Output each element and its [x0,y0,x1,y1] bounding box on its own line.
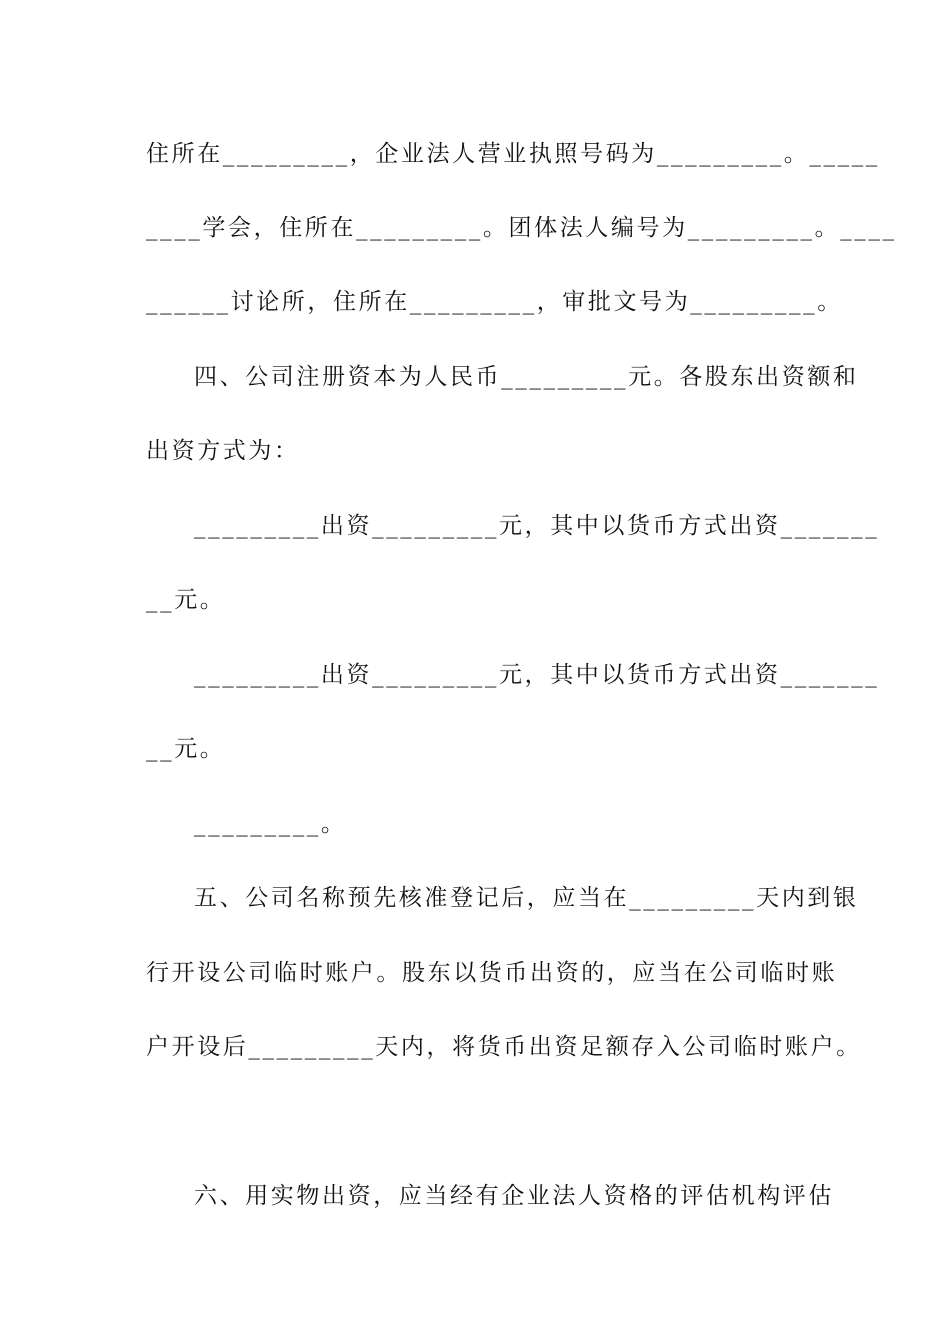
paragraph-six-line-1: 六、用实物出资，应当经有企业法人资格的评估机构评估 [194,1183,834,1209]
paragraph-four-line-2: 出资方式为： [146,438,300,464]
paragraph-five-line-2: 行开设公司临时账户。股东以货币出资的，应当在公司临时账 [146,960,838,986]
paragraph-four-line-1: 四、公司注册资本为人民币_________元。各股东出资额和 [194,364,859,390]
paragraph-five-line-3: 户开设后_________天内，将货币出资足额存入公司临时账户。 [146,1034,862,1060]
contribution-line-2: _________出资_________元，其中以货币方式出资_______ [194,662,880,688]
paragraph-five-line-1: 五、公司名称预先核准登记后，应当在_________天内到银 [194,885,859,911]
text-line-2: ____学会，住所在_________。团体法人编号为_________。____ [146,215,897,241]
contribution-line-1: _________出资_________元，其中以货币方式出资_______ [194,513,880,539]
text-line-3: ______讨论所，住所在_________，审批文号为_________。 [146,289,843,315]
contribution-line-1-end: __元。 [146,587,226,613]
contribution-line-3: _________。 [194,811,347,837]
text-line-1: 住所在_________，企业法人营业执照号码为_________。_____ [146,141,880,167]
contribution-line-2-end: __元。 [146,736,226,762]
